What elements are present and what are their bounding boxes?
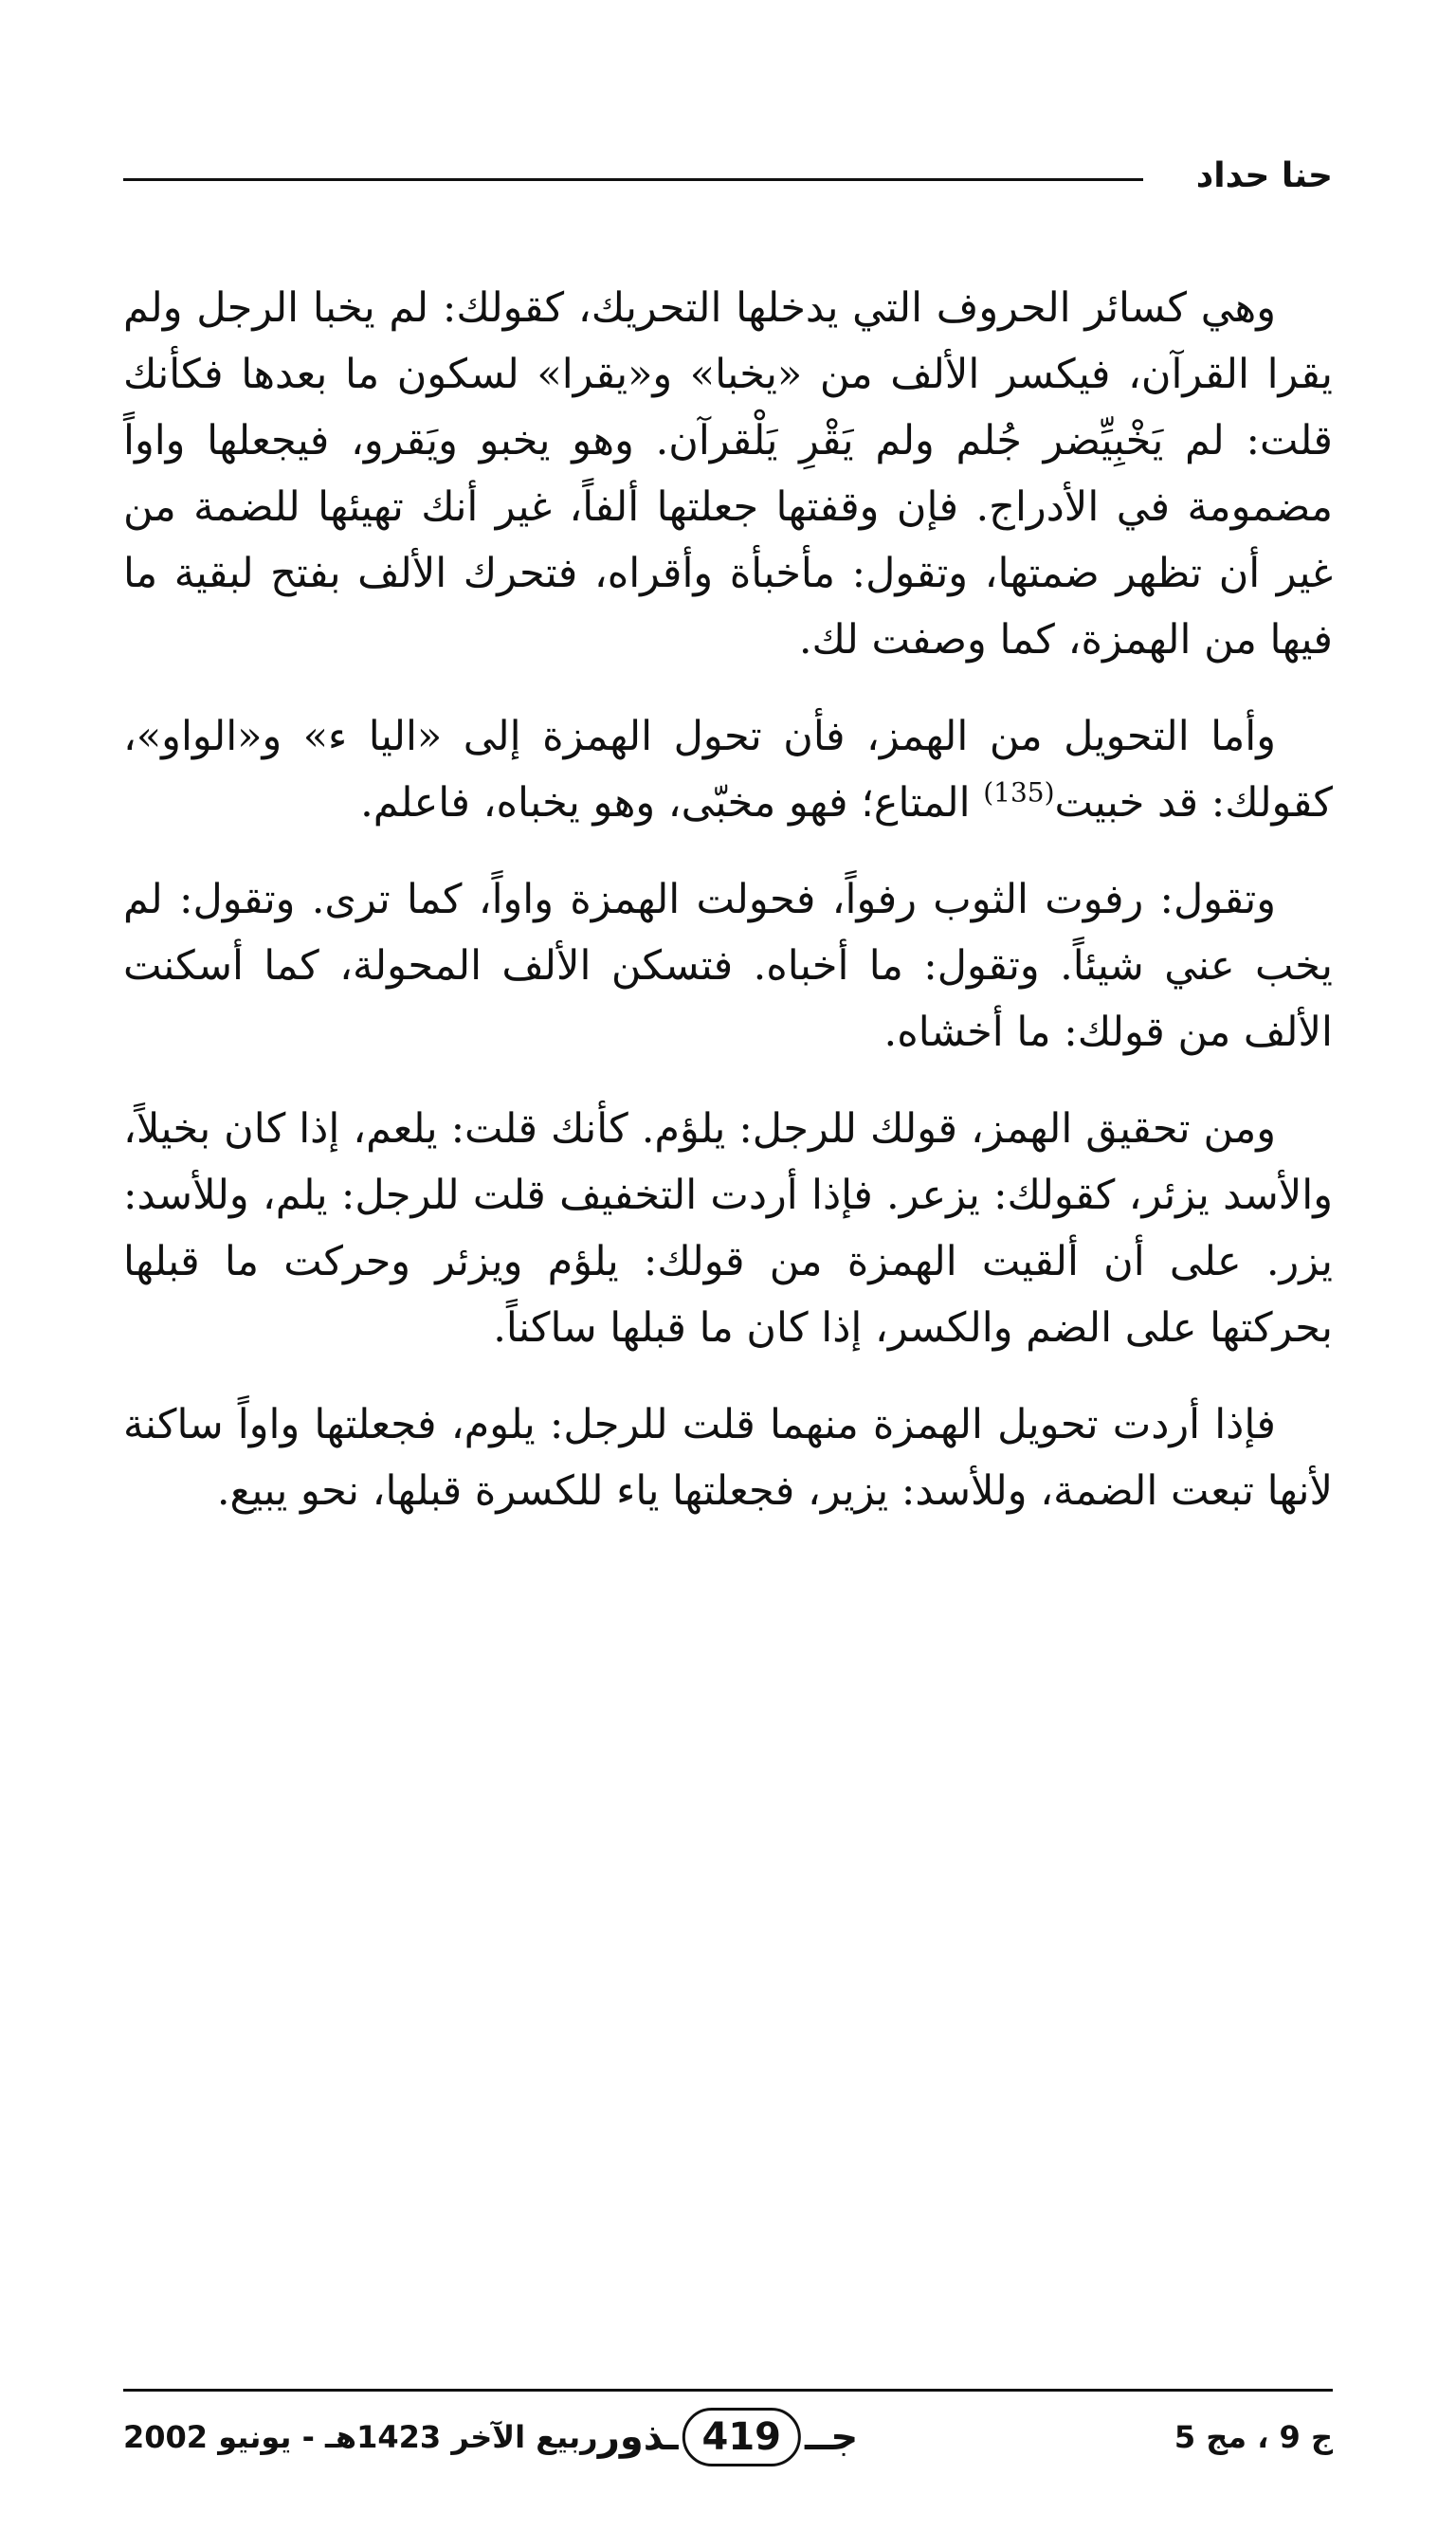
page-footer <box>123 2408 1333 2484</box>
paragraph-3: وتقول: رفوت الثوب رفواً، فحولت الهمزة واواً، كما ترى. وتقول: لم يخب عني شيئاً. وتقول: ما أخباه. فتسكن الألف المحولة، كما أسكنت الألف من قولك: ما أخشاه. <box>123 876 1333 1056</box>
footer-journal-name <box>598 2408 858 2466</box>
footer-issue: ج 9 ، مج 5 <box>1174 2419 1333 2455</box>
journal-name-left: ـذور <box>597 2415 679 2459</box>
paragraph-4: ومن تحقيق الهمز، قولك للرجل: يلؤم. كأنك قلت: يلعم، إذا كان بخيلاً، والأسد يزئر، كقولك: يزعر. فإذا أردت التخفيف قلت للرجل: يلم، وللأسد: يزر. على أن ألقيت الهمزة من قولك: يلؤم ويزئر وحركت ما قبلها بحركتها على الضم والكسر، إذا كان ما قبلها ساكناً. <box>123 1105 1333 1352</box>
footnote-ref-135: (135) <box>983 776 1055 809</box>
paragraph-2-end: المتاع؛ فهو مخبّى، وهو يخباه، فاعلم. <box>360 779 984 827</box>
footer-date: ربيع الآخر 1423هـ - يونيو 2002 <box>123 2419 598 2455</box>
paragraph-2-start: وأما التحويل من الهمز، فأن تحول الهمزة إلى «اليا ء» و«الواو»، كقولك: قد خبيت <box>123 713 1333 827</box>
header-author: حنا حداد <box>1195 156 1333 195</box>
paragraph-2 <box>123 703 1333 836</box>
journal-name-right: جــ <box>805 2415 859 2459</box>
footer-rule <box>123 2389 1333 2392</box>
paragraph-1: وهي كسائر الحروف التي يدخلها التحريك، كقولك: لم يخبا الرجل ولم يقرا القرآن، فيكسر الألف من «يخبا» و«يقرا» لسكون ما بعدها فكأنك قلت: لم يَخْبِيِّضر جُلم ولم يَقْرِ يَلْقرآن. وهو يخبو ويَقرو، فيجعلها واواً مضمومة في الأدراج. فإن وقفتها جعلتها ألفاً، غير أنك تهيئها للضمة من غير أن تظهر ضمتها، وتقول: مأخبأة وأقراه، فتحرك الألف بفتح لبقية ما فيها من الهمزة، كما وصفت لك. <box>123 284 1333 664</box>
header-rule <box>123 178 1143 181</box>
page-header <box>123 142 1333 218</box>
paragraph-5: فإذا أردت تحويل الهمزة منهما قلت للرجل: يلوم، فجعلتها واواً ساكنة لأنها تبعت الضمة، وللأسد: يزير، فجعلتها ياء للكسرة قبلها، نحو يبيع. <box>123 1401 1333 1515</box>
page-number: 419 <box>682 2408 802 2466</box>
article-body <box>123 275 1333 1555</box>
